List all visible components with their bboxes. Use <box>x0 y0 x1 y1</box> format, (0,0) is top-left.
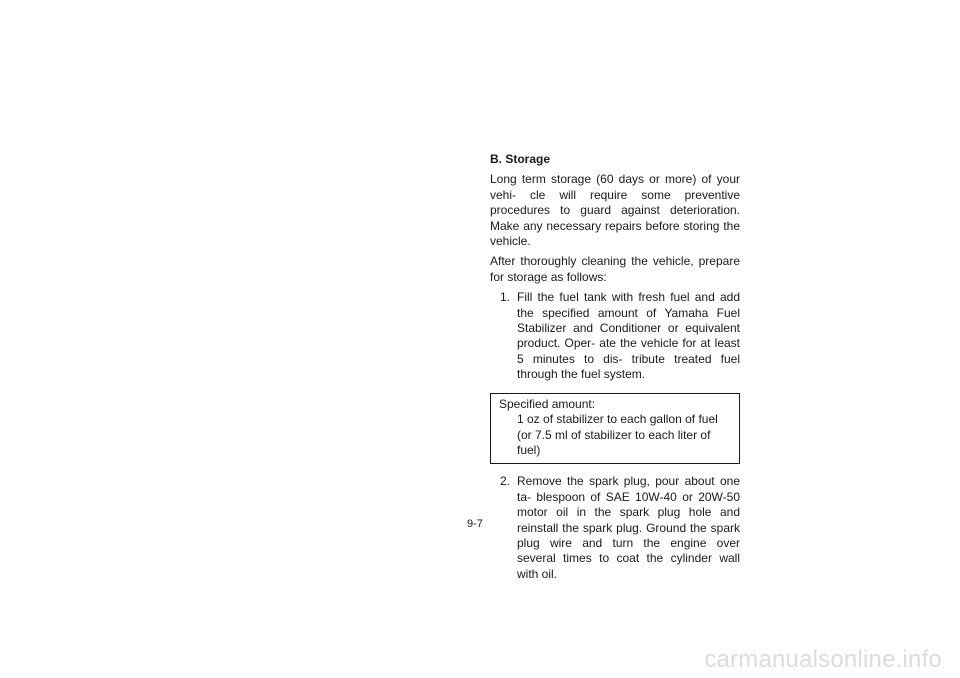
spec-label: Specified amount: <box>499 396 596 411</box>
watermark: carmanualsonline.info <box>704 646 942 673</box>
step-text: Remove the spark plug, pour about one ta- blespoon of SAE 10W-40 or 20W-50 motor oil in the spark plug hole and reinstall the spark plug. Ground the spark plug wire and turn the engine over several times to coat the cylinder wall with oil. <box>517 474 740 581</box>
step-item <box>490 290 740 382</box>
spec-line: 1 oz of stabilizer to each gallon of fuel <box>517 412 718 427</box>
step-number: 2. <box>500 474 511 489</box>
storage-section <box>490 152 740 587</box>
page-number: 9-7 <box>467 518 483 530</box>
intro-paragraph: Long term storage (60 days or more) of your vehi- cle will require some preventive procedures to guard against deterioration. Make any necessary repairs before storing the vehicle. <box>490 172 740 249</box>
step-text: Fill the fuel tank with fresh fuel and add the specified amount of Yamaha Fuel Stabilizer and Conditioner or equivalent product. Oper- ate the vehicle for at least 5 minutes to dis- tribute treated fuel through the fuel system. <box>517 290 740 382</box>
step-item <box>490 474 740 582</box>
spec-line: (or 7.5 ml of stabilizer to each liter of fuel) <box>517 427 711 457</box>
prep-paragraph: After thoroughly cleaning the vehicle, prepare for storage as follows: <box>490 254 740 284</box>
specified-amount-box <box>490 393 740 465</box>
section-heading: B. Storage <box>490 152 551 166</box>
step-number: 1. <box>500 290 511 305</box>
